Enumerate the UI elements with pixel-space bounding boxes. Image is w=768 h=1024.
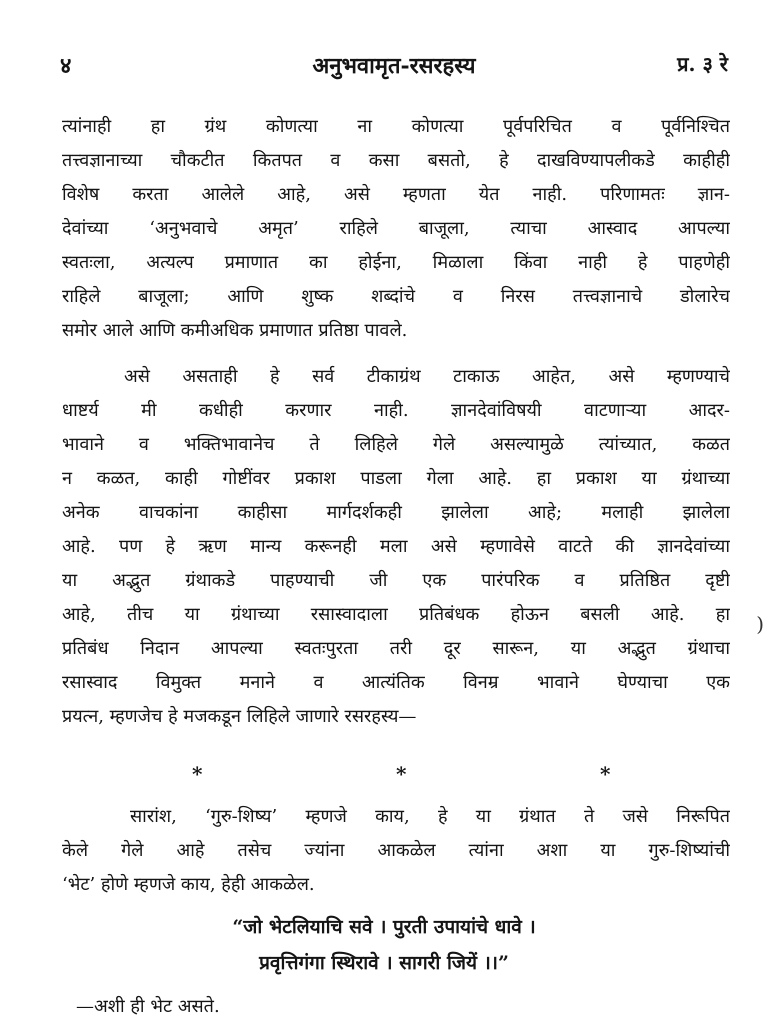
section-separator (0, 762, 768, 786)
text-line: राहिले बाजूला; आणि शुष्क शब्दांचे व निरस तत्त्वज्ञानाचे डोलारेच (62, 286, 730, 307)
text-line: सारांश, ‘गुरु-शिष्य’ म्हणजे काय, हे या ग्रंथात ते जसे निरूपित (130, 806, 730, 827)
text-line: तत्त्वज्ञानाच्या चौकटीत कितपत व कसा बसतो, हे दाखविण्यापलीकडे काहीही (62, 150, 730, 171)
text-line: ‘भेट’ होणे म्हणजे काय, हेही आकळेल. (62, 874, 315, 895)
text-line: न कळत, काही गोष्टींवर प्रकाश पाडला गेला आहे. हा प्रकाश या ग्रंथाच्या (62, 468, 730, 489)
separator-star: * (600, 762, 611, 786)
text-line: धाष्टर्य मी कधीही करणार नाही. ज्ञानदेवांविषयी वाटणाऱ्या आदर- (62, 400, 730, 421)
text-line: आहे. पण हे ऋण मान्य करूनही मला असे म्हणावेसे वाटते की ज्ञानदेवांच्या (62, 536, 730, 557)
page-number: ४ (60, 53, 72, 79)
running-title: अनुभवामृत-रसरहस्य (312, 53, 476, 79)
text-line: रसास्वाद विमुक्त मनाने व आत्यंतिक विनम्र भावाने घेण्याचा एक (62, 672, 730, 693)
text-line: समोर आले आणि कमीअधिक प्रमाणात प्रतिष्ठा पावले. (62, 320, 408, 341)
page-header (60, 50, 728, 82)
text-line: विशेष करता आलेले आहे, असे म्हणता येत नाही. परिणामतः ज्ञान- (62, 184, 730, 205)
text-line: स्वतःला, अत्यल्प प्रमाणात का होईना, मिळाला किंवा नाही हे पाहणेही (62, 252, 730, 273)
text-line: देवांच्या ‘अनुभवाचे अमृत’ राहिले बाजूला, त्याचा आस्वाद आपल्या (62, 218, 730, 239)
text-line: भावाने व भक्तिभावानेच ते लिहिले गेले असल्यामुळे त्यांच्यात, कळत (62, 434, 730, 455)
chapter-reference: प्र. ३ रे (677, 52, 728, 76)
closing-line: —अशी ही भेट असते. (76, 996, 220, 1017)
text-line: केले गेले आहे तसेच ज्यांना आकळेल त्यांना अशा या गुरु-शिष्यांची (62, 840, 730, 861)
text-line: या अद्भुत ग्रंथाकडे पाहण्याची जी एक पारंपरिक व प्रतिष्ठित दृष्टी (62, 570, 730, 591)
verse-line: “जो भेटलियाचि सवे । पुरती उपायांचे धावे । (232, 916, 536, 938)
text-line: आहे, तीच या ग्रंथाच्या रसास्वादाला प्रतिबंधक होऊन बसली आहे. हा (62, 604, 730, 625)
text-line: अनेक वाचकांना काहीसा मार्गदर्शकही झालेला आहे; मलाही झालेला (62, 502, 730, 523)
text-line: असे असताही हे सर्व टीकाग्रंथ टाकाऊ आहेत, असे म्हणण्याचे (124, 366, 730, 387)
verse-line: प्रवृत्तिगंगा स्थिरावे । सागरी जियें ।।” (259, 952, 509, 974)
separator-star: * (396, 762, 407, 786)
text-line: प्रयत्न, म्हणजेच हे मजकडून लिहिले जाणारे रसरहस्य— (62, 706, 417, 727)
text-line: प्रतिबंध निदान आपल्या स्वतःपुरता तरी दूर सारून, या अद्भुत ग्रंथाचा (62, 638, 730, 659)
margin-mark: ) (756, 612, 764, 636)
text-line: त्यांनाही हा ग्रंथ कोणत्या ना कोणत्या पूर्वपरिचित व पूर्वनिश्चित (62, 116, 730, 137)
separator-star: * (192, 762, 203, 786)
